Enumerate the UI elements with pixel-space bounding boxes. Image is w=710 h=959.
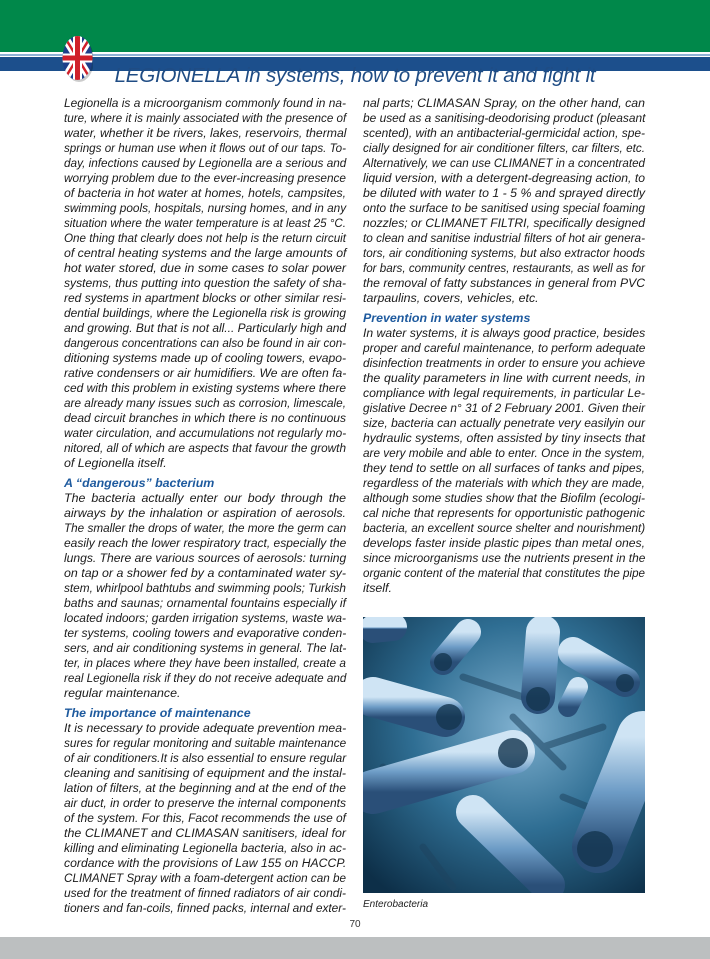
paragraph-line: disinfection treatments in order to ensure you achieve [363,356,646,370]
paragraph-line: cordance with the provisions of Law 155 on HACCP. [64,856,347,870]
paragraph-line: water, whether it be rivers, lakes, reservoirs, thermal [64,126,347,140]
paragraph-line: proper and careful maintenance, to perform adequate [363,341,646,355]
paragraph-line: onto the surface to be sanitised using special foaming [363,201,645,215]
paragraph-line: baths and saunas; ornamental fountains especially if [64,596,346,610]
section-heading: The importance of maintenance [64,706,251,720]
paragraph-line: gislative Decree n° 31 of 2 February 2001. Given their [363,401,645,415]
paragraph-line: air duct, in order to preserve the internal components [64,796,346,810]
paragraph-line: airways by the inhalation or aspiration of aerosols. [64,506,346,520]
paragraph-line: dangerous concentrations can also be found in air con- [64,336,346,350]
paragraph-line: the removal of fatty substances in general from PVC [363,276,645,290]
left-column [64,96,346,916]
paragraph-line: size, bacteria can actually penetrate very easilyin our [363,416,645,430]
paragraph-line: It is necessary to provide adequate prevention mea- [64,721,347,735]
paragraph-line: for bars, community centres, restaurants, as well as for [363,261,645,275]
paragraph-line: and growing. But that is not all... Particularly high and [64,321,347,335]
paragraph-line: of central heating systems and the large amounts of [64,246,347,260]
paragraph-line: organic content of the material that constitutes the pipe [363,566,645,580]
paragraph-line: The smaller the drops of water, the more the germ can [64,521,347,535]
paragraph-line: the CLIMANET and CLIMASAN sanitisers, ideal for [64,826,346,840]
paragraph-line: sers, and air conditioning systems in general. The lat- [64,641,347,655]
paragraph-line: itself. [363,581,392,595]
paragraph-line: of the system. For this, Facot recommends the use of [64,811,346,825]
paragraph-line: regular maintenance. [64,686,181,700]
paragraph-line: real Legionella risk if they do not receive adequate and [64,671,347,685]
paragraph-line: In water systems, it is always good practice, besides [363,326,646,340]
footer-band [0,937,710,959]
paragraph-line: tarpaulins, covers, vehicles, etc. [363,291,539,305]
paragraph-line: swimming pools, hospitals, nursing homes, and in any [64,201,347,215]
paragraph-line: ture, where it is mainly associated with the presence of [64,111,347,125]
paragraph-line: since microorganisms use the nutrients present in the [363,551,646,565]
paragraph-line: of bacteria in hot water at homes, hotels, campsites, [64,186,346,200]
paragraph-line: cal niche that represents for opportunistic pathogenic [363,506,645,520]
figure-caption: Enterobacteria [363,899,429,910]
paragraph-line: sures for regular monitoring and suitable maintenance [64,736,347,750]
paragraph-line: be diluted with water to 1 - 5 % and sprayed directly [363,186,645,200]
section-heading: Prevention in water systems [363,311,531,325]
paragraph-line: on tap or a shower fed by a contaminated water sy- [64,566,346,580]
paragraph-line: stem, whirlpool bathtubs and swimming pools; Turkish [64,581,346,595]
paragraph-line: worrying problem due to the ever-increasing presence [64,171,346,185]
paragraph-line: ter, in places where they have been installed, create a [64,656,346,670]
paragraph-line: easily reach the lower respiratory tract, especially the [64,536,347,550]
paragraph-line: hydraulic systems, often assisted by tiny insects that [363,431,646,445]
paragraph-line: liquid version, with a detergent-degreasing action, to [363,171,645,185]
paragraph-line: rative condensers or air humidifiers. We are often fa- [64,366,347,380]
paragraph-line: red systems in apartment blocks or other similar resi- [64,291,346,305]
section-heading: A “dangerous” bacterium [64,476,215,490]
paragraph-line: nozzles; or CLIMANET FILTRI, specifically designed [363,216,645,230]
paragraph-line: dead circuit branches in which there is no continuous [64,411,346,425]
paragraph-line: regardless of the materials with which they are made, [363,476,645,490]
paragraph-line: located indoors; garden irrigation systems, waste wa- [64,611,347,625]
paragraph-line: tors, air conditioning systems, but also extractor hoods [363,246,645,260]
paragraph-line: lungs. There are various sources of aerosols: turning [64,551,347,565]
paragraph-line: used for the treatment of finned radiators of air condi- [64,886,347,900]
paragraph-line: develops faster inside plastic pipes than metal ones, [363,536,645,550]
paragraph-line: they tend to settle on all surfaces of tanks and pipes, [363,461,645,475]
paragraph-line: ter systems, cooling towers and evaporative conden- [64,626,347,640]
header-green-band [0,0,710,52]
right-column [363,96,645,596]
paragraph-line: Alternatively, we can use CLIMANET in a concentrated [363,156,645,170]
paragraph-line: springs or human use when it flows out of our taps. To- [64,141,346,155]
paragraph-line: be used as a sanitising-deodorising product (pleasant [363,111,646,125]
paragraph-line: CLIMANET Spray with a foam-detergent action can be [64,871,346,885]
paragraph-line: killing and eliminating Legionella bacteria, also in ac- [64,841,346,855]
paragraph-line: cleaning and sanitising of equipment and the instal- [64,766,346,780]
paragraph-line: are very mobile and able to enter. Once in the system, [363,446,646,460]
paragraph-line: hot water stored, due in some cases to solar power [64,261,346,275]
header-divider [0,54,710,56]
paragraph-line: ced with this problem in existing systems where there [64,381,346,395]
paragraph-line: of Legionella itself. [64,456,167,470]
page-title: LEGIONELLA in systems, how to prevent it and fight it [114,64,596,87]
paragraph-line: although some studies show that the Biofilm (ecologi- [363,491,645,505]
paragraph-line: to clean and sanitise industrial filters of hot air genera- [363,231,645,245]
paragraph-line: day, infections caused by Legionella are a serious and [64,156,347,170]
paragraph-line: are already many issues such as corrosion, limescale, [64,396,346,410]
paragraph-line: Legionella is a microorganism commonly found in na- [64,96,346,110]
paragraph-line: lation of filters, at the beginning and at the end of the [64,781,346,795]
paragraph-line: the quality parameters in line with current needs, in [363,371,645,385]
paragraph-line: scented), with an antibacterial-germicidal action, spe- [363,126,646,140]
page-number: 70 [349,919,361,930]
paragraph-line: systems, thus putting into question the safety of sha- [64,276,346,290]
bacteria-image [363,617,645,893]
paragraph-line: cially designed for air conditioner filters, car filters, etc. [363,141,645,155]
paragraph-line: of air conditioners.It is also essential to ensure regular [64,751,347,765]
paragraph-line: situation where the water temperature is at least 25 °C. [64,216,346,230]
paragraph-line: tioners and fan-coils, finned packs, internal and exter- [64,901,346,915]
paragraph-line: nal parts; CLIMASAN Spray, on the other hand, can [363,96,645,110]
paragraph-line: water circulation, and accumulations not regularly mo- [64,426,347,440]
paragraph-line: dential buildings, where the Legionella risk is growing [64,306,347,320]
paragraph-line: ditioning systems made up of cooling towers, evapo- [64,351,346,365]
paragraph-line: One thing that clearly does not help is the return circuit [64,231,346,245]
paragraph-line: bacteria, an excellent source shelter and nourishment) [363,521,646,535]
paragraph-line: The bacteria actually enter our body through the [64,491,346,505]
paragraph-line: nitored, all of which are aspects that favour the growth [64,441,346,455]
paragraph-line: compliance with legal requirements, in particular Le- [363,386,645,400]
